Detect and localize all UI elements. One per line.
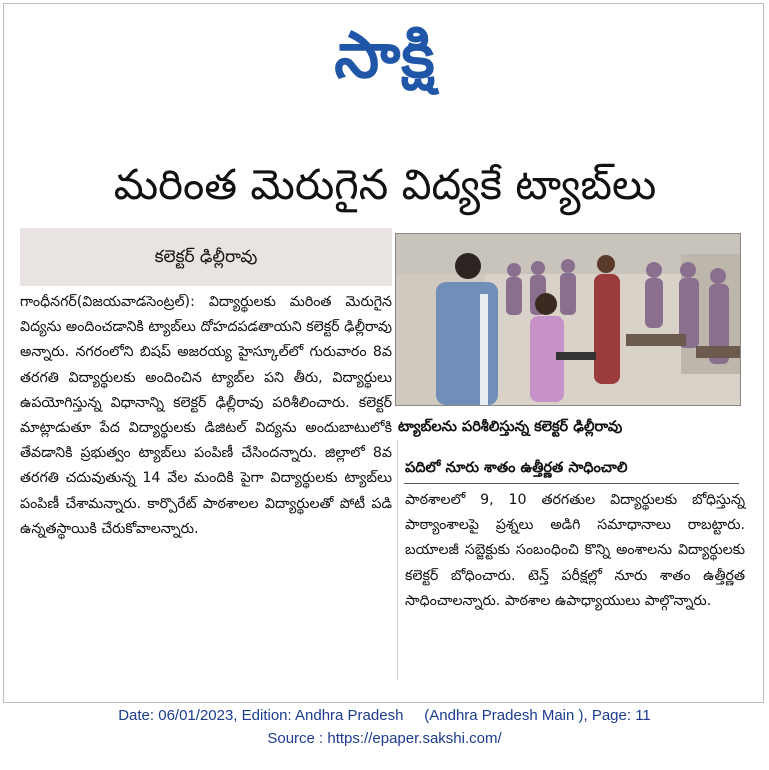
classroom-photo-illustration <box>396 234 740 405</box>
footer-source-line: Source : https://epaper.sakshi.com/ <box>267 730 502 747</box>
article-body-right <box>405 488 745 614</box>
photo-caption: ట్యాబ్‌లను పరిశీలిస్తున్న కలెక్టర్ ఢిల్లీరావు <box>398 419 623 435</box>
column-divider <box>397 440 398 680</box>
body-paragraph-right: పాఠశాలలో 9, 10 తరగతుల విద్యార్థులకు బోధిస్తున్న పాఠ్యాంశాలపై ప్రశ్నలు అడిగి సమాధానాలు రాబట్టారు. బయాలజీ సబ్జెక్టుకు సంబంధించి కొన్ని అంశాలను విద్యార్థులకు కలెక్టర్ బోధించారు. టెన్త్ పరీక్షల్లో నూరు శాతం ఉత్తీర్ణత సాధించాలన్నారు. పాఠశాల ఉపాధ్యాయులు పాల్గొన్నారు. <box>405 492 745 609</box>
footer-date-line: Date: 06/01/2023, Edition: Andhra Pradesh (Andhra Pradesh Main ), Page: 11 <box>118 707 651 724</box>
subheading-rule <box>404 483 739 484</box>
newspaper-logo: సాక్షి <box>334 19 436 93</box>
article-subheading: పదిలో నూరు శాతం ఉత్తీర్ణత సాధించాలి <box>405 460 628 476</box>
clipping-footer <box>0 704 769 750</box>
body-paragraph-left: గాంధీనగర్(విజయవాడసెంట్రల్): విద్యార్థులకు మరింత మెరుగైన విద్యను అందించడానికి ట్యాబ్‌లు దోహదపడతాయని కలెక్టర్ ఢిల్లీరావు అన్నారు. నగరంలోని బిషప్ అజరయ్య హైస్కూల్‌లో గురువారం 8వ తరగతి విద్యార్థులకు అందించిన ట్యాబ్‌ల పని తీరు, విద్యార్థులు ఉపయోగిస్తున్న విధానాన్ని కలెక్టర్ ఢిల్లీరావు పరిశీలించారు. కలెక్టర్ మాట్లాడుతూ పేద విద్యార్థులకు డిజిటల్ విద్యను అందుబాటులోకి తేవడానికి ప్రభుత్వం ట్యాబ్‌లు పంపిణీ చేసిందన్నారు. జిల్లాలో 8వ తరగతి చదువుతున్న 14 వేల మందికి పైగా విద్యార్థులకు ట్యాబ్‌లు పంపిణీ చేశామన్నారు. కార్పొరేట్ పాఠశాలల విద్యార్థులతో పోటీ పడి ఉన్నతస్థాయికి చేరుకోవాలన్నారు. <box>20 294 392 537</box>
article-body-left <box>20 290 392 542</box>
article-byline <box>20 228 392 286</box>
article-headline: మరింత మెరుగైన విద్యకే ట్యాబ్‌లు <box>113 160 657 209</box>
article-photo <box>395 233 741 406</box>
byline-text: కలెక్టర్ ఢిల్లీరావు <box>154 247 258 267</box>
